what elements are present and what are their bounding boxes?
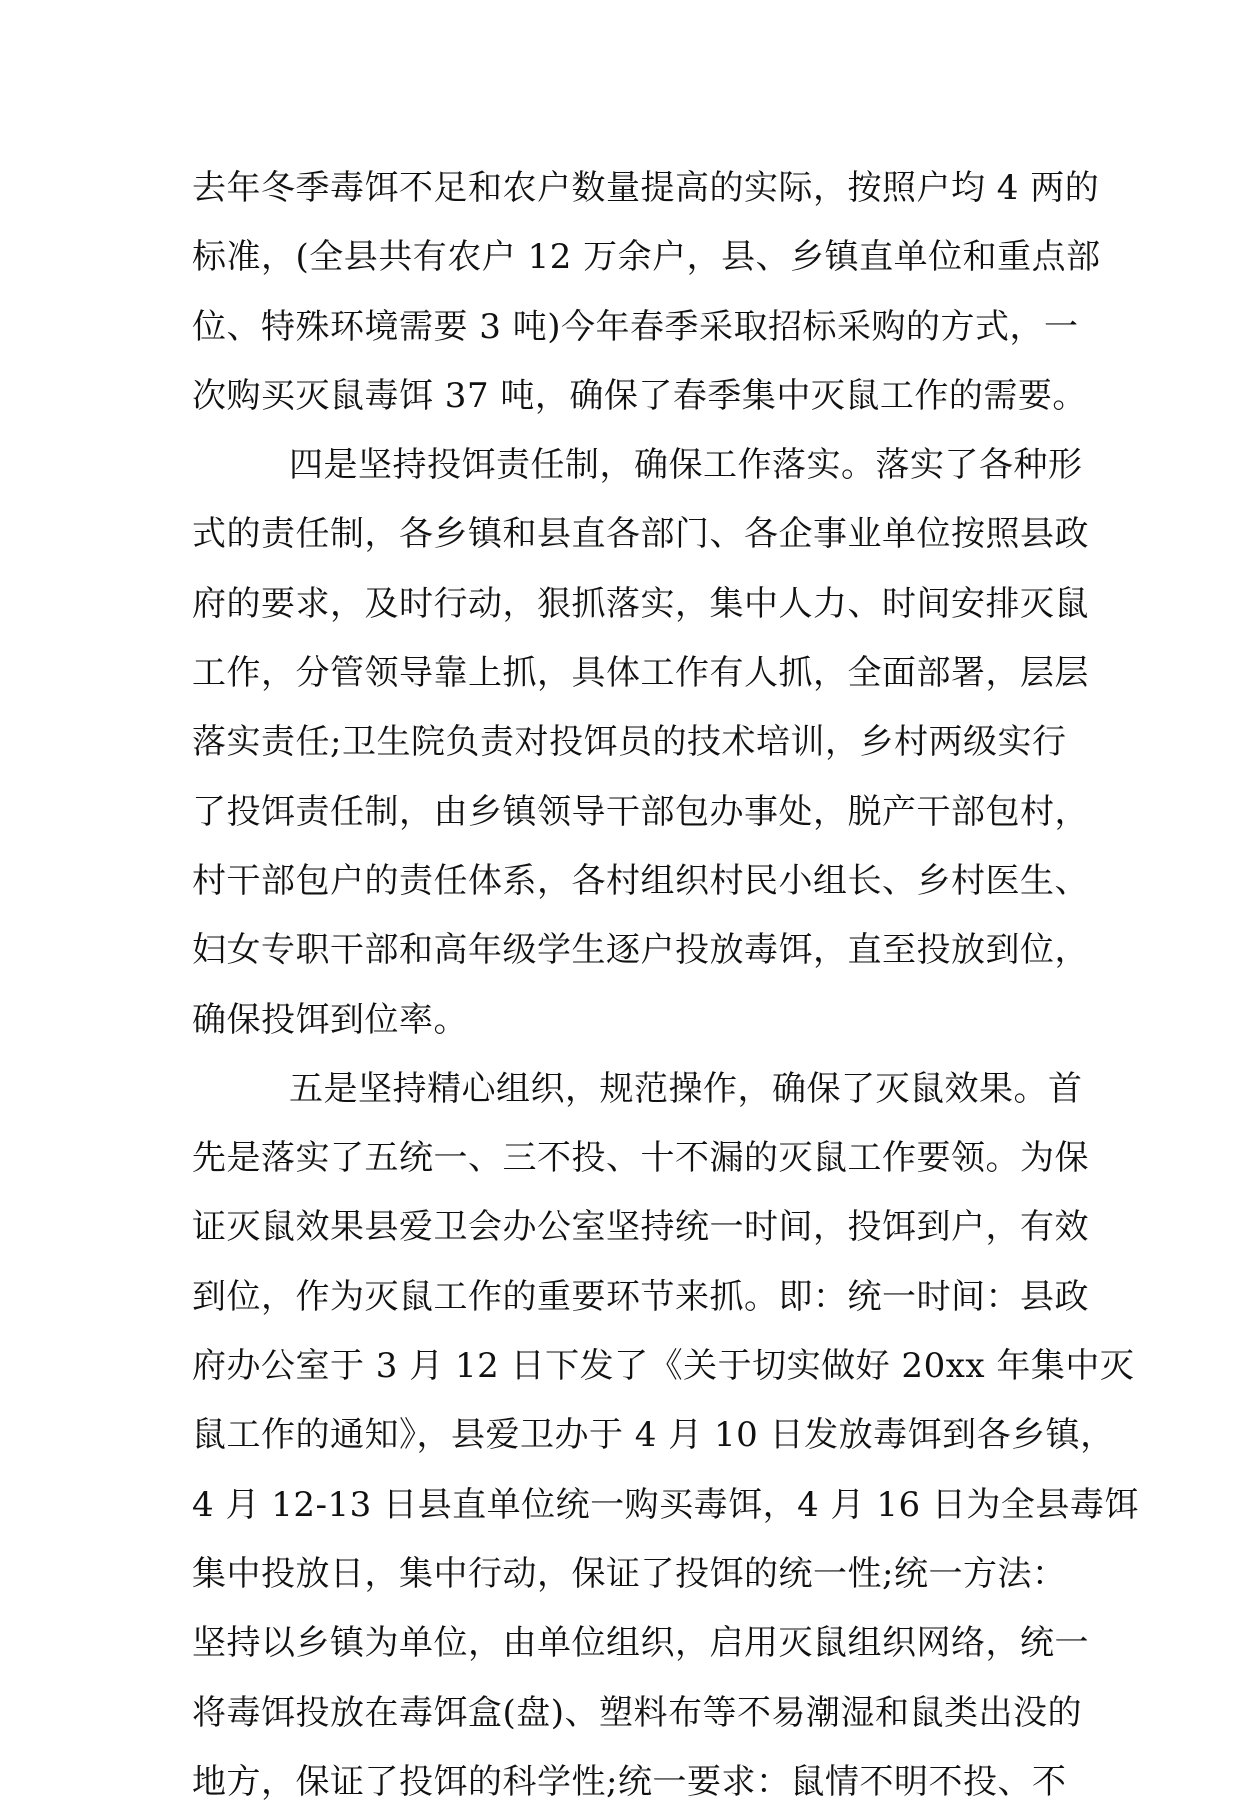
text-line: 证灭鼠效果县爱卫会办公室坚持统一时间，投饵到户，有效 <box>192 1207 1089 1248</box>
text-line: 标准，(全县共有农户 12 万余户，县、乡镇直单位和重点部 <box>192 237 1101 278</box>
text-line: 将毒饵投放在毒饵盒(盘)、塑料布等不易潮湿和鼠类出没的 <box>192 1692 1083 1733</box>
text-line: 集中投放日，集中行动，保证了投饵的统一性;统一方法： <box>192 1553 1067 1594</box>
text-line: 次购买灭鼠毒饵 37 吨，确保了春季集中灭鼠工作的需要。 <box>192 375 1087 416</box>
text-line: 位、特殊环境需要 3 吨)今年春季采取招标采购的方式，一 <box>192 306 1079 347</box>
text-line: 工作，分管领导靠上抓，具体工作有人抓，全面部署，层层 <box>192 653 1089 694</box>
body-text <box>192 154 1139 1817</box>
text-line: 了投饵责任制，由乡镇领导干部包办事处，脱产干部包村， <box>192 791 1089 832</box>
paragraph-start-line: 五是坚持精心组织，规范操作，确保了灭鼠效果。首 <box>289 1068 1083 1109</box>
paragraph-start-line: 四是坚持投饵责任制，确保工作落实。落实了各种形 <box>289 445 1083 486</box>
text-line: 坚持以乡镇为单位，由单位组织，启用灭鼠组织网络，统一 <box>192 1623 1089 1664</box>
text-line: 4 月 12-13 日县直单位统一购买毒饵，4 月 16 日为全县毒饵 <box>192 1484 1139 1525</box>
text-line: 府办公室于 3 月 12 日下发了《关于切实做好 20xx 年集中灭 <box>192 1346 1135 1387</box>
text-line: 地方，保证了投饵的科学性;统一要求：鼠情不明不投、不 <box>192 1761 1067 1802</box>
text-line: 妇女专职干部和高年级学生逐户投放毒饵，直至投放到位， <box>192 930 1089 971</box>
text-line: 府的要求，及时行动，狠抓落实，集中人力、时间安排灭鼠 <box>192 583 1089 624</box>
text-line: 到位，作为灭鼠工作的重要环节来抓。即：统一时间：县政 <box>192 1276 1089 1317</box>
text-line: 鼠工作的通知》，县爱卫办于 4 月 10 日发放毒饵到各乡镇， <box>192 1415 1115 1456</box>
text-line: 式的责任制，各乡镇和县直各部门、各企事业单位按照县政 <box>192 514 1089 555</box>
text-line: 村干部包户的责任体系，各村组织村民小组长、乡村医生、 <box>192 860 1089 901</box>
text-line: 先是落实了五统一、三不投、十不漏的灭鼠工作要领。为保 <box>192 1138 1089 1179</box>
text-line: 确保投饵到位率。 <box>192 999 468 1040</box>
text-line: 落实责任;卫生院负责对投饵员的技术培训，乡村两级实行 <box>192 722 1067 763</box>
text-line: 去年冬季毒饵不足和农户数量提高的实际，按照户均 4 两的 <box>192 168 1100 208</box>
